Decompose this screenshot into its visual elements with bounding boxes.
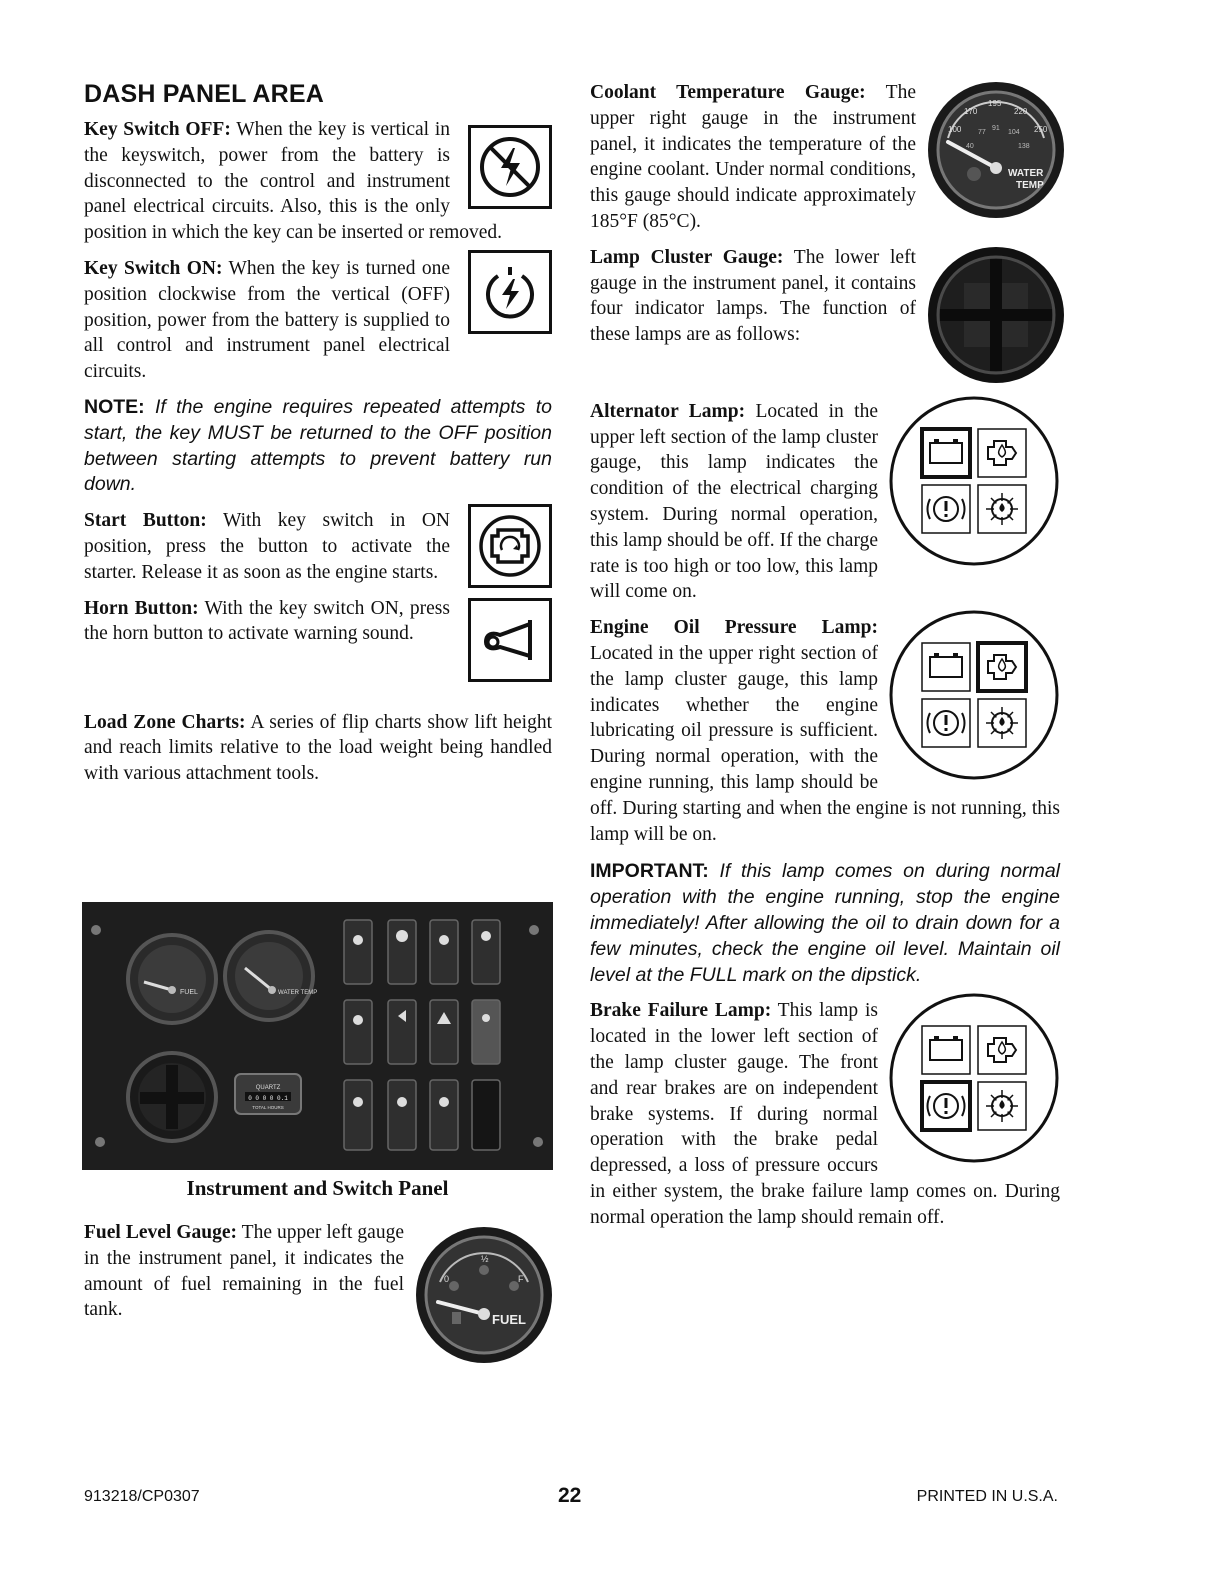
key-switch-on-section	[84, 256, 552, 385]
photo-fuel-label: FUEL	[180, 989, 198, 996]
page-title: DASH PANEL AREA	[84, 80, 325, 108]
coolant-gauge-label-2: TEMP	[1016, 180, 1044, 191]
alternator-lamp-diagram	[888, 395, 1060, 572]
hourmeter-title: QUARTZ	[255, 1085, 281, 1091]
note-text: If the engine requires repeated attempts to start, the key MUST be returned to the OFF position between starting attempts to prevent battery run down.	[84, 395, 552, 496]
load-zone-label: Load Zone Charts:	[84, 711, 246, 733]
brake-failure-text: This lamp is located in the lower left section of the lamp cluster gauge. The front and rear brakes are on independent brake systems. If during normal operation with the brake pedal depressed, a loss of pressure occurs in either system, the brake failure lamp comes on. During normal operation the lamp should remain off.	[590, 1000, 1060, 1228]
load-zone-section	[84, 710, 552, 787]
oil-pressure-label: Engine Oil Pressure Lamp:	[590, 617, 878, 639]
lamp-cluster-gauge-image	[926, 245, 1066, 390]
start-text: With key switch in ON position, press the button to activate the starter. Release it as soon as the engine starts.	[84, 510, 450, 583]
doc-id: 913218/CP0307	[84, 1488, 200, 1505]
horn-label: Horn Button:	[84, 597, 199, 619]
power-on-icon	[468, 250, 552, 334]
coolant-label: Coolant Temperature Gauge:	[590, 82, 866, 103]
instrument-panel-photo	[82, 902, 553, 1170]
coolant-section	[590, 80, 1060, 235]
key-off-label: Key Switch OFF:	[84, 119, 231, 140]
fuel-text: The upper left gauge in the instrument panel, it indicates the amount of fuel remaining in the fuel tank.	[84, 1222, 404, 1321]
alternator-section	[590, 399, 1060, 605]
note-label: NOTE:	[84, 395, 145, 418]
engine-start-icon	[468, 504, 552, 588]
coolant-outer-tick-5: 250	[1034, 125, 1048, 134]
horn-icon	[468, 598, 552, 682]
oil-pressure-text: Located in the upper right section of the lamp cluster gauge, this lamp indicates whether the engine lubricating oil pressure is sufficient. During normal operation, with the engine running, this lamp should be off. During starting and when the engine is not running, this lamp will be on.	[590, 642, 1060, 845]
fuel-label: Fuel Level Gauge:	[84, 1222, 238, 1243]
alternator-label: Alternator Lamp:	[590, 400, 746, 422]
note-block	[84, 395, 552, 498]
start-button-section	[84, 508, 552, 585]
fuel-gauge-image	[414, 1224, 554, 1371]
horn-button-section	[84, 596, 552, 648]
coolant-text: The upper right gauge in the instrument panel, it indicates the temperature of the engine coolant. Under normal conditions, this gauge should indicate approximately 185°F (85°C).	[590, 82, 916, 232]
brake-failure-label: Brake Failure Lamp:	[590, 1000, 772, 1022]
fuel-tick-full: F	[518, 1274, 524, 1284]
coolant-inner-tick-1: 40	[966, 143, 974, 150]
start-label: Start Button:	[84, 510, 207, 532]
brake-failure-section	[590, 998, 1060, 1230]
brake-failure-lamp-diagram	[888, 992, 1060, 1169]
coolant-outer-tick-4: 220	[1014, 107, 1028, 116]
hourmeter-sub: TOTAL HOURS	[252, 1105, 284, 1110]
fuel-tick-half: ½	[481, 1254, 489, 1264]
page-number: 22	[558, 1484, 582, 1507]
coolant-inner-tick-2: 77	[978, 129, 986, 136]
key-on-text: When the key is turned one position clockwise from the vertical (OFF) position, power from the battery is supplied to all control and instrument panel electrical circuits.	[84, 257, 450, 383]
important-label: IMPORTANT:	[590, 860, 709, 883]
fuel-level-section	[84, 1220, 554, 1375]
left-column	[84, 80, 552, 797]
alternator-text: Located in the upper left section of the lamp cluster gauge, this lamp indicates the condition of the electrical charging system. During normal operation, this lamp should be off. If the charge rate is too high or too low, this lamp will come on.	[590, 400, 878, 603]
coolant-inner-tick-5: 138	[1018, 143, 1030, 150]
important-text: If this lamp comes on during normal operation with the engine running, stop the engine immediately! After allowing the oil to drain down for a few minutes, check the engine oil level. Maintain oil level at the FULL mark on the dipstick.	[590, 860, 1060, 986]
key-switch-off-section	[84, 117, 552, 246]
right-column	[590, 80, 1060, 1240]
important-block	[590, 859, 1060, 988]
coolant-gauge-image	[926, 80, 1066, 225]
coolant-inner-tick-4: 104	[1008, 129, 1020, 136]
hourmeter-digits: 0 0 0 0 0.1	[248, 1095, 288, 1102]
lamp-cluster-text: The lower left gauge in the instrument panel, it contains four indicator lamps. The function of these lamps are as follows:	[590, 246, 916, 346]
coolant-outer-tick-1: 100	[948, 125, 962, 134]
power-off-icon	[468, 125, 552, 209]
coolant-inner-tick-3: 91	[992, 125, 1000, 132]
photo-caption: Instrument and Switch Panel	[186, 1176, 449, 1200]
printed-in: PRINTED IN U.S.A.	[916, 1488, 1058, 1505]
fuel-gauge-label: FUEL	[492, 1312, 526, 1327]
coolant-outer-tick-2: 170	[964, 107, 978, 116]
oil-pressure-lamp-diagram	[888, 609, 1060, 786]
oil-pressure-section	[590, 615, 1060, 847]
horn-text: With the key switch ON, press the horn button to activate warning sound.	[84, 597, 450, 645]
load-zone-text: A series of flip charts show lift height and reach limits relative to the load weight being handled with various attachment tools.	[84, 711, 552, 785]
photo-water-label: WATER TEMP	[278, 990, 318, 996]
coolant-outer-tick-3: 195	[988, 99, 1002, 108]
lamp-cluster-label: Lamp Cluster Gauge:	[590, 246, 784, 268]
lamp-cluster-section	[590, 245, 1060, 385]
key-off-text: When the key is vertical in the keyswitch, power from the battery is disconnected to the control and instrument panel electrical circuits. Also, this is the only position in which the key can be inserted or removed.	[84, 119, 503, 244]
fuel-tick-0: 0	[444, 1274, 450, 1284]
key-on-label: Key Switch ON:	[84, 257, 223, 279]
coolant-gauge-label-1: WATER	[1008, 168, 1044, 179]
